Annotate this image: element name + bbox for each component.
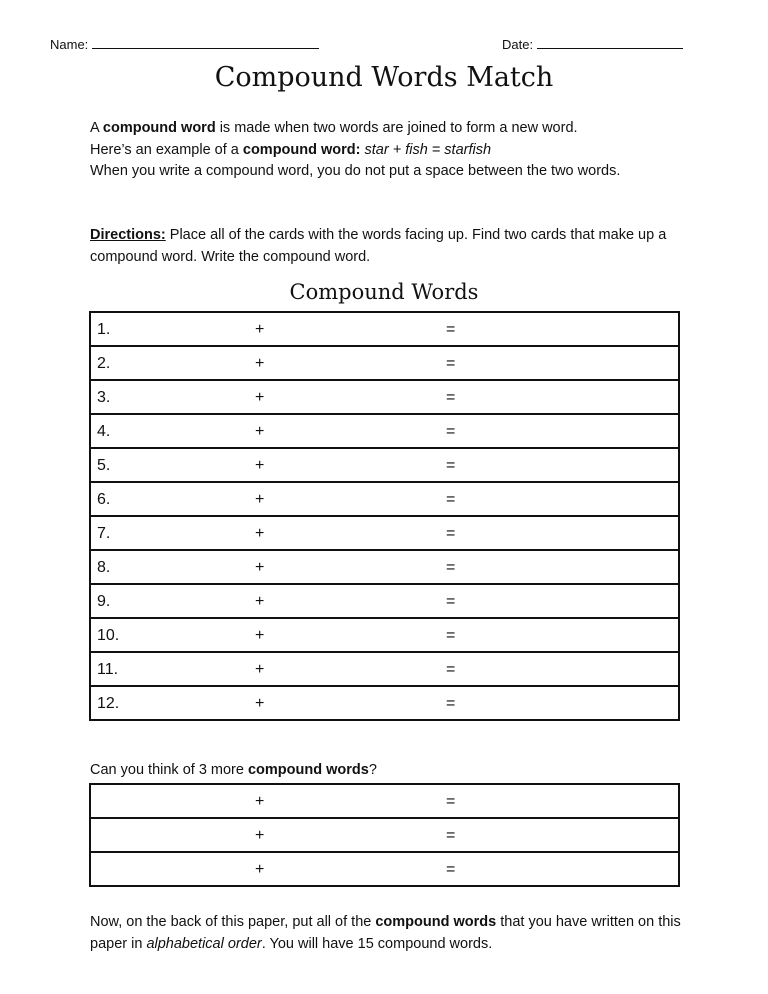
- plus-sign: +: [255, 793, 265, 810]
- intro-term: compound word: [102, 120, 216, 136]
- answer-cell[interactable]: [90, 482, 679, 516]
- answer-cell[interactable]: [90, 516, 679, 550]
- row-number: 10.: [97, 627, 120, 644]
- answer-cell[interactable]: [90, 852, 679, 886]
- question-term: compound words: [247, 762, 369, 778]
- answer-cell[interactable]: [90, 346, 679, 380]
- answer-cell[interactable]: [90, 448, 679, 482]
- equals-sign: =: [446, 593, 456, 610]
- plus-sign: +: [255, 827, 265, 844]
- row-number: 4.: [97, 423, 111, 440]
- table-row: [90, 852, 679, 886]
- name-field: [50, 36, 319, 52]
- equals-sign: =: [446, 423, 456, 440]
- plus-sign: +: [255, 593, 265, 610]
- row-number: 11.: [97, 661, 119, 678]
- intro-text: :: [355, 141, 365, 158]
- answer-cell[interactable]: [90, 618, 679, 652]
- equals-sign: =: [446, 661, 456, 678]
- name-blank[interactable]: [92, 36, 319, 49]
- plus-sign: +: [255, 423, 265, 440]
- plus-sign: +: [255, 695, 265, 712]
- example-text: star + fish = starfish: [364, 141, 492, 158]
- intro-text: is made when two words are joined to form a new word.: [215, 120, 578, 136]
- footer-text: that you have written on this paper in: [90, 914, 681, 952]
- table-row: [90, 312, 679, 346]
- intro-text: When you write a compound word, you do not put a space between the two words.: [90, 163, 621, 179]
- plus-sign: +: [255, 627, 265, 644]
- table-row: [90, 346, 679, 380]
- table-row: [90, 652, 679, 686]
- answer-cell[interactable]: [90, 550, 679, 584]
- answer-cell[interactable]: [90, 652, 679, 686]
- directions-text: Place all of the cards with the words facing up. Find two cards that make up a compound word. Write the compound word.: [90, 227, 667, 265]
- equals-sign: =: [446, 827, 456, 844]
- extra-question: [90, 762, 377, 778]
- row-number: 1.: [97, 321, 111, 338]
- equals-sign: =: [446, 321, 456, 338]
- directions-paragraph: [90, 225, 670, 268]
- extra-words-table: [89, 783, 680, 887]
- intro-text: Here’s an example of a: [90, 141, 243, 158]
- table-row: [90, 516, 679, 550]
- equals-sign: =: [446, 559, 456, 576]
- question-text: Can you think of 3 more: [90, 762, 248, 778]
- equals-sign: =: [446, 457, 456, 474]
- equals-sign: =: [446, 525, 456, 542]
- row-number: 3.: [97, 389, 111, 406]
- plus-sign: +: [255, 321, 265, 338]
- plus-sign: +: [255, 559, 265, 576]
- intro-term: compound word: [242, 141, 356, 158]
- plus-sign: +: [255, 661, 265, 678]
- table-row: [90, 618, 679, 652]
- table-row: [90, 784, 679, 818]
- table-row: [90, 818, 679, 852]
- footer-text: . You will have 15 compound words.: [261, 935, 493, 952]
- name-label: Name:: [50, 37, 89, 52]
- answer-cell[interactable]: [90, 686, 679, 720]
- date-label: Date:: [502, 37, 534, 52]
- date-blank[interactable]: [537, 36, 683, 49]
- answer-cell[interactable]: [90, 414, 679, 448]
- table-row: [90, 584, 679, 618]
- table-row: [90, 686, 679, 720]
- footer-term: compound words: [375, 914, 497, 930]
- answer-cell[interactable]: [90, 380, 679, 414]
- answer-cell[interactable]: [90, 312, 679, 346]
- footer-emphasis: alphabetical order: [146, 935, 262, 952]
- row-number: 6.: [97, 491, 111, 508]
- table-row: [90, 550, 679, 584]
- footer-text: Now, on the back of this paper, put all of the: [90, 914, 376, 930]
- table-title: Compound Words: [289, 280, 479, 304]
- plus-sign: +: [255, 491, 265, 508]
- answer-cell[interactable]: [90, 784, 679, 818]
- equals-sign: =: [446, 861, 456, 878]
- plus-sign: +: [255, 355, 265, 372]
- row-number: 7.: [97, 525, 111, 542]
- directions-label: Directions:: [90, 227, 166, 243]
- equals-sign: =: [446, 695, 456, 712]
- row-number: 5.: [97, 457, 111, 474]
- equals-sign: =: [446, 627, 456, 644]
- plus-sign: +: [255, 457, 265, 474]
- intro-paragraph: [90, 118, 670, 183]
- footer-paragraph: [90, 912, 690, 955]
- date-field: [502, 36, 683, 52]
- plus-sign: +: [255, 861, 265, 878]
- intro-text: A: [90, 120, 103, 136]
- question-text: ?: [368, 762, 377, 778]
- table-row: [90, 482, 679, 516]
- row-number: 9.: [97, 593, 111, 610]
- answer-cell[interactable]: [90, 584, 679, 618]
- equals-sign: =: [446, 389, 456, 406]
- compound-words-table: [89, 311, 680, 721]
- equals-sign: =: [446, 793, 456, 810]
- row-number: 2.: [97, 355, 111, 372]
- row-number: 12.: [97, 695, 120, 712]
- answer-cell[interactable]: [90, 818, 679, 852]
- equals-sign: =: [446, 355, 456, 372]
- page-title: Compound Words Match: [214, 62, 554, 93]
- plus-sign: +: [255, 525, 265, 542]
- table-row: [90, 448, 679, 482]
- plus-sign: +: [255, 389, 265, 406]
- table-row: [90, 380, 679, 414]
- equals-sign: =: [446, 491, 456, 508]
- row-number: 8.: [97, 559, 111, 576]
- table-row: [90, 414, 679, 448]
